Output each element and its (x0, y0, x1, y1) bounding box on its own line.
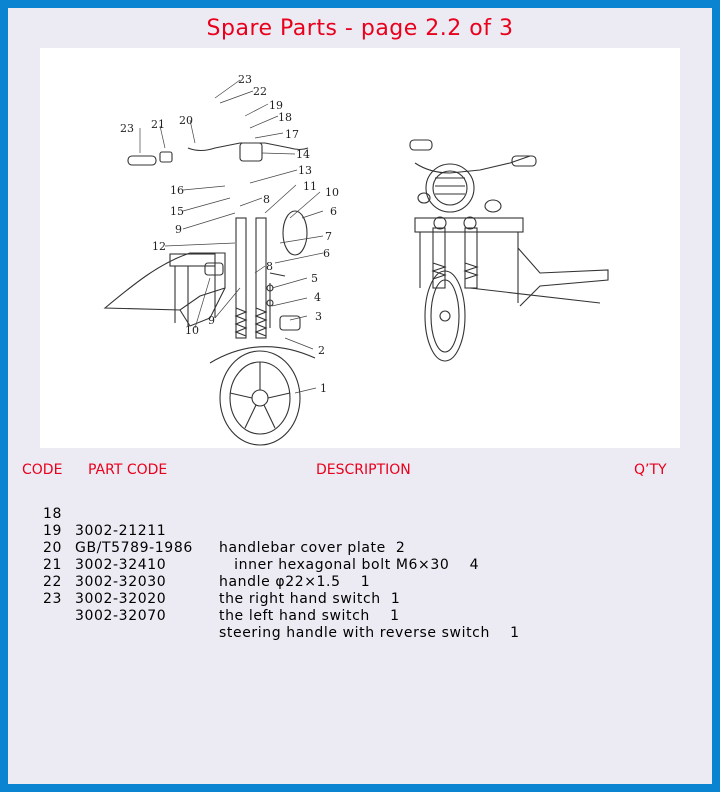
row-part-code: 3002-32020 (75, 591, 167, 607)
diagram-label: 8 (266, 260, 273, 273)
row-part-code: 3002-32070 (75, 608, 167, 624)
exploded-parts-diagram (40, 48, 680, 448)
diagram-label: 10 (185, 324, 199, 337)
row-description: the left hand switch 1 (219, 608, 400, 624)
diagram-label: 20 (179, 114, 193, 127)
row-description: inner hexagonal bolt M6×30 4 (219, 557, 480, 573)
diagram-label: 21 (151, 118, 165, 131)
header-description: DESCRIPTION (316, 462, 411, 478)
row-part-code: 3002-32410 (75, 557, 167, 573)
grip-left (128, 156, 156, 165)
diagram-label: 9 (175, 223, 182, 236)
diagram-label: 7 (325, 230, 332, 243)
row-part-code: 3002-32030 (75, 574, 167, 590)
row-code: 18 (42, 506, 62, 522)
diagram-label: 23 (238, 73, 252, 86)
diagram-label: 18 (278, 111, 292, 124)
row-description: steering handle with reverse switch 1 (219, 625, 520, 641)
diagram-label: 2 (318, 344, 325, 357)
parts-list (38, 489, 520, 641)
header-qty: Q’TY (634, 462, 667, 478)
diagram-label: 15 (170, 205, 184, 218)
seat-outline (105, 253, 225, 310)
diagram-label: 6 (323, 247, 330, 260)
header-part-code: PART CODE (88, 462, 168, 478)
diagram-label: 9 (208, 314, 215, 327)
row-code: 23 (42, 591, 62, 607)
diagram-label: 14 (296, 148, 310, 161)
diagram-label: 17 (285, 128, 299, 141)
diagram-label: 16 (170, 184, 184, 197)
diagram-label: 13 (298, 164, 312, 177)
diagram-label: 5 (311, 272, 318, 285)
row-code: 20 (42, 540, 62, 556)
diagram-svg (40, 48, 680, 448)
row-description: the right hand switch 1 (219, 591, 401, 607)
frame-bar (170, 254, 215, 266)
diagram-label: 12 (152, 240, 166, 253)
fender (210, 347, 315, 363)
header-code: CODE (22, 462, 63, 478)
row-code: 19 (42, 523, 62, 539)
fork-left (236, 218, 246, 338)
row-description: handle φ22×1.5 1 (219, 574, 371, 590)
diagram-label: 3 (315, 310, 322, 323)
frame-bar-right (415, 218, 523, 232)
diagram-label: 22 (253, 85, 267, 98)
row-code: 22 (42, 574, 62, 590)
handlebar (188, 143, 308, 151)
page-frame (8, 8, 712, 784)
diagram-label: 8 (263, 193, 270, 206)
diagram-label: 23 (120, 122, 134, 135)
diagram-label: 4 (314, 291, 321, 304)
diagram-label: 19 (269, 99, 283, 112)
diagram-label: 10 (325, 186, 339, 199)
diagram-label: 11 (303, 180, 317, 193)
row-code: 21 (42, 557, 62, 573)
page-title: Spare Parts - page 2.2 of 3 (206, 16, 514, 41)
fork-right (256, 218, 266, 338)
diagram-label: 1 (320, 382, 327, 395)
diagram-label: 6 (330, 205, 337, 218)
row-part-code: 3002-21211 (75, 523, 167, 539)
row-description: handlebar cover plate 2 (219, 540, 406, 556)
row-part-code: GB/T5789-1986 (75, 540, 193, 556)
